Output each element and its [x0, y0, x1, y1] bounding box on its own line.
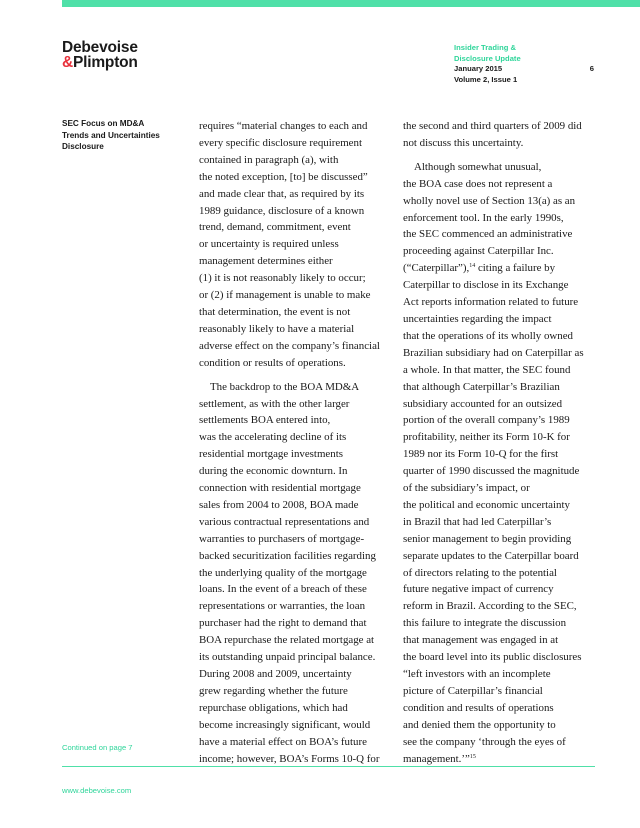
text-line: Brazilian subsidiary had on Caterpillar as [403, 346, 584, 359]
text-line: Act reports information related to future [403, 296, 579, 309]
text-line: separate updates to the Caterpillar board [403, 549, 579, 562]
text-line: this failure to integrate the discussion [403, 617, 567, 630]
text-line: the second and third quarters of 2009 did [403, 120, 582, 132]
text-line: that management was engaged in at [403, 634, 559, 647]
text-line: During 2008 and 2009, uncertainty [199, 668, 352, 680]
top-accent-bar [62, 0, 640, 7]
website-link[interactable]: www.debevoise.com [62, 786, 132, 795]
text-line: not discuss this uncertainty. [403, 136, 524, 149]
text-line: connection with residential mortgage [199, 482, 361, 495]
continued-link[interactable]: Continued on page 7 [62, 743, 133, 752]
page-number: 6 [589, 64, 594, 73]
text-line: sales from 2004 to 2008, BOA made [199, 498, 359, 511]
text-line: management determines either [199, 255, 333, 268]
text-line: during the economic downturn. In [199, 465, 348, 478]
text-line: settlements BOA entered into, [199, 414, 331, 427]
footnote-marker[interactable]: 14 [469, 263, 476, 270]
text-line: repurchase obligations, which had [199, 701, 348, 714]
text-line: proceeding against Caterpillar Inc. [403, 245, 554, 258]
footer-divider [62, 766, 595, 767]
text-line: enforcement tool. In the early 1990s, [403, 211, 564, 224]
logo-line-2 [62, 55, 138, 70]
paragraph [403, 118, 601, 152]
text-line: picture of Caterpillar’s financial [403, 684, 543, 697]
text-line: (“Caterpillar”),$^{14}$ citing a failure by [403, 262, 556, 275]
publication-volume: Volume 2, Issue 1 [454, 74, 518, 84]
footnote-marker[interactable]: 15 [469, 753, 476, 760]
section-label-line: SEC Focus on MD&A [62, 119, 145, 128]
section-label-line: Disclosure [62, 142, 104, 152]
text-line: profitability, neither its Form 10-K for [403, 431, 570, 444]
text-line: Although somewhat unusual, [414, 160, 542, 173]
section-label-line: Trends and Uncertainties [62, 130, 160, 140]
text-line: the SEC commenced an administrative [403, 228, 573, 241]
text-line: wholly novel use of Section 13(a) as an [403, 194, 576, 207]
text-line: grew regarding whether the future [199, 684, 348, 697]
text-line: management.’”$^{15}$ [403, 752, 476, 765]
text-line: its outstanding unpaid principal balance. [199, 651, 376, 664]
text-line: that the operations of its wholly owned [403, 329, 573, 342]
paragraph [199, 379, 397, 768]
text-line: have a material effect on BOA’s future [199, 735, 367, 748]
text-line: income; however, BOA’s Forms 10-Q for [199, 752, 380, 765]
publication-info [454, 43, 594, 85]
text-line: Caterpillar to disclose in its Exchange [403, 279, 569, 292]
text-line: reasonably likely to have a material [199, 322, 355, 335]
text-line: purchaser had the right to demand that [199, 617, 367, 630]
paragraph [199, 118, 397, 372]
text-line: contained in paragraph (a), with [199, 153, 339, 166]
text-line: and denied them the opportunity to [403, 718, 556, 731]
text-line: of the subsidiary’s impact, or [403, 482, 530, 495]
text-line: 1989 nor its Form 10-Q for the first [403, 448, 559, 461]
paragraph [403, 159, 601, 768]
text-line: condition or results of operations. [199, 356, 346, 369]
text-line: that determination, the event is not [199, 305, 351, 318]
firm-logo [62, 40, 138, 70]
text-line: the BOA case does not represent a [403, 177, 553, 190]
text-line: every specific disclosure requirement [199, 136, 362, 149]
text-line: in Brazil that had led Caterpillar’s [403, 515, 552, 528]
text-line: subsidiary accounted for an outsized [403, 397, 563, 410]
text-line: condition and results of operations [403, 701, 554, 714]
text-line: settlement, as with the other larger [199, 397, 350, 410]
body-column-1 [199, 118, 397, 767]
publication-title-2: Disclosure Update [454, 53, 521, 63]
text-line: adverse effect on the company’s financial [199, 339, 380, 352]
text-line: and made clear that, as required by its [199, 187, 365, 200]
section-label [62, 118, 182, 153]
text-line: a whole. In that matter, the SEC found [403, 363, 571, 376]
text-line: quarter of 1990 discussed the magnitude [403, 465, 580, 478]
text-line: the underlying quality of the mortgage [199, 566, 367, 579]
text-line: backed securitization facilities regarding [199, 549, 376, 562]
logo-line-2-text: Plimpton [73, 54, 138, 71]
logo-line-1: Debevoise [62, 39, 138, 56]
text-line: trend, demand, commitment, event [199, 221, 351, 234]
text-line: uncertainties regarding the impact [403, 312, 552, 325]
text-line: the political and economic uncertainty [403, 498, 570, 511]
text-line: of directors relating to the potential [403, 566, 557, 579]
text-line: requires “material changes to each and [199, 120, 368, 132]
publication-title-1: Insider Trading & [454, 43, 517, 52]
text-line: the board level into its public disclosures [403, 651, 582, 664]
text-line: or (2) if management is unable to make [199, 289, 371, 302]
text-line: loans. In the event of a breach of these [199, 583, 367, 596]
text-line: senior management to begin providing [403, 532, 572, 545]
publication-date: January 2015 [454, 64, 503, 73]
text-line: reform in Brazil. According to the SEC, [403, 600, 577, 613]
text-line: was the accelerating decline of its [199, 431, 347, 444]
text-line: various contractual representations and [199, 515, 370, 528]
text-line: the noted exception, [to] be discussed” [199, 170, 368, 183]
text-line: become increasingly significant, would [199, 718, 371, 731]
text-line: warranties to purchasers of mortgage- [199, 532, 365, 545]
text-line: representations or warranties, the loan [199, 600, 366, 613]
text-line: future negative impact of currency [403, 583, 554, 596]
text-line: residential mortgage investments [199, 448, 343, 461]
text-line: or uncertainty is required unless [199, 238, 339, 251]
text-line: BOA repurchase the related mortgage at [199, 634, 375, 647]
text-line: that although Caterpillar’s Brazilian [403, 380, 560, 393]
text-line: (1) it is not reasonably likely to occur; [199, 272, 366, 285]
text-line: see the company ‘through the eyes of [403, 735, 566, 748]
text-line: The backdrop to the BOA MD&A [210, 380, 360, 393]
text-line: 1989 guidance, disclosure of a known [199, 204, 365, 217]
body-column-2 [403, 118, 601, 767]
text-line: portion of the overall company’s 1989 [403, 414, 570, 427]
logo-ampersand: & [62, 54, 73, 71]
text-line: “left investors with an incomplete [403, 668, 551, 680]
